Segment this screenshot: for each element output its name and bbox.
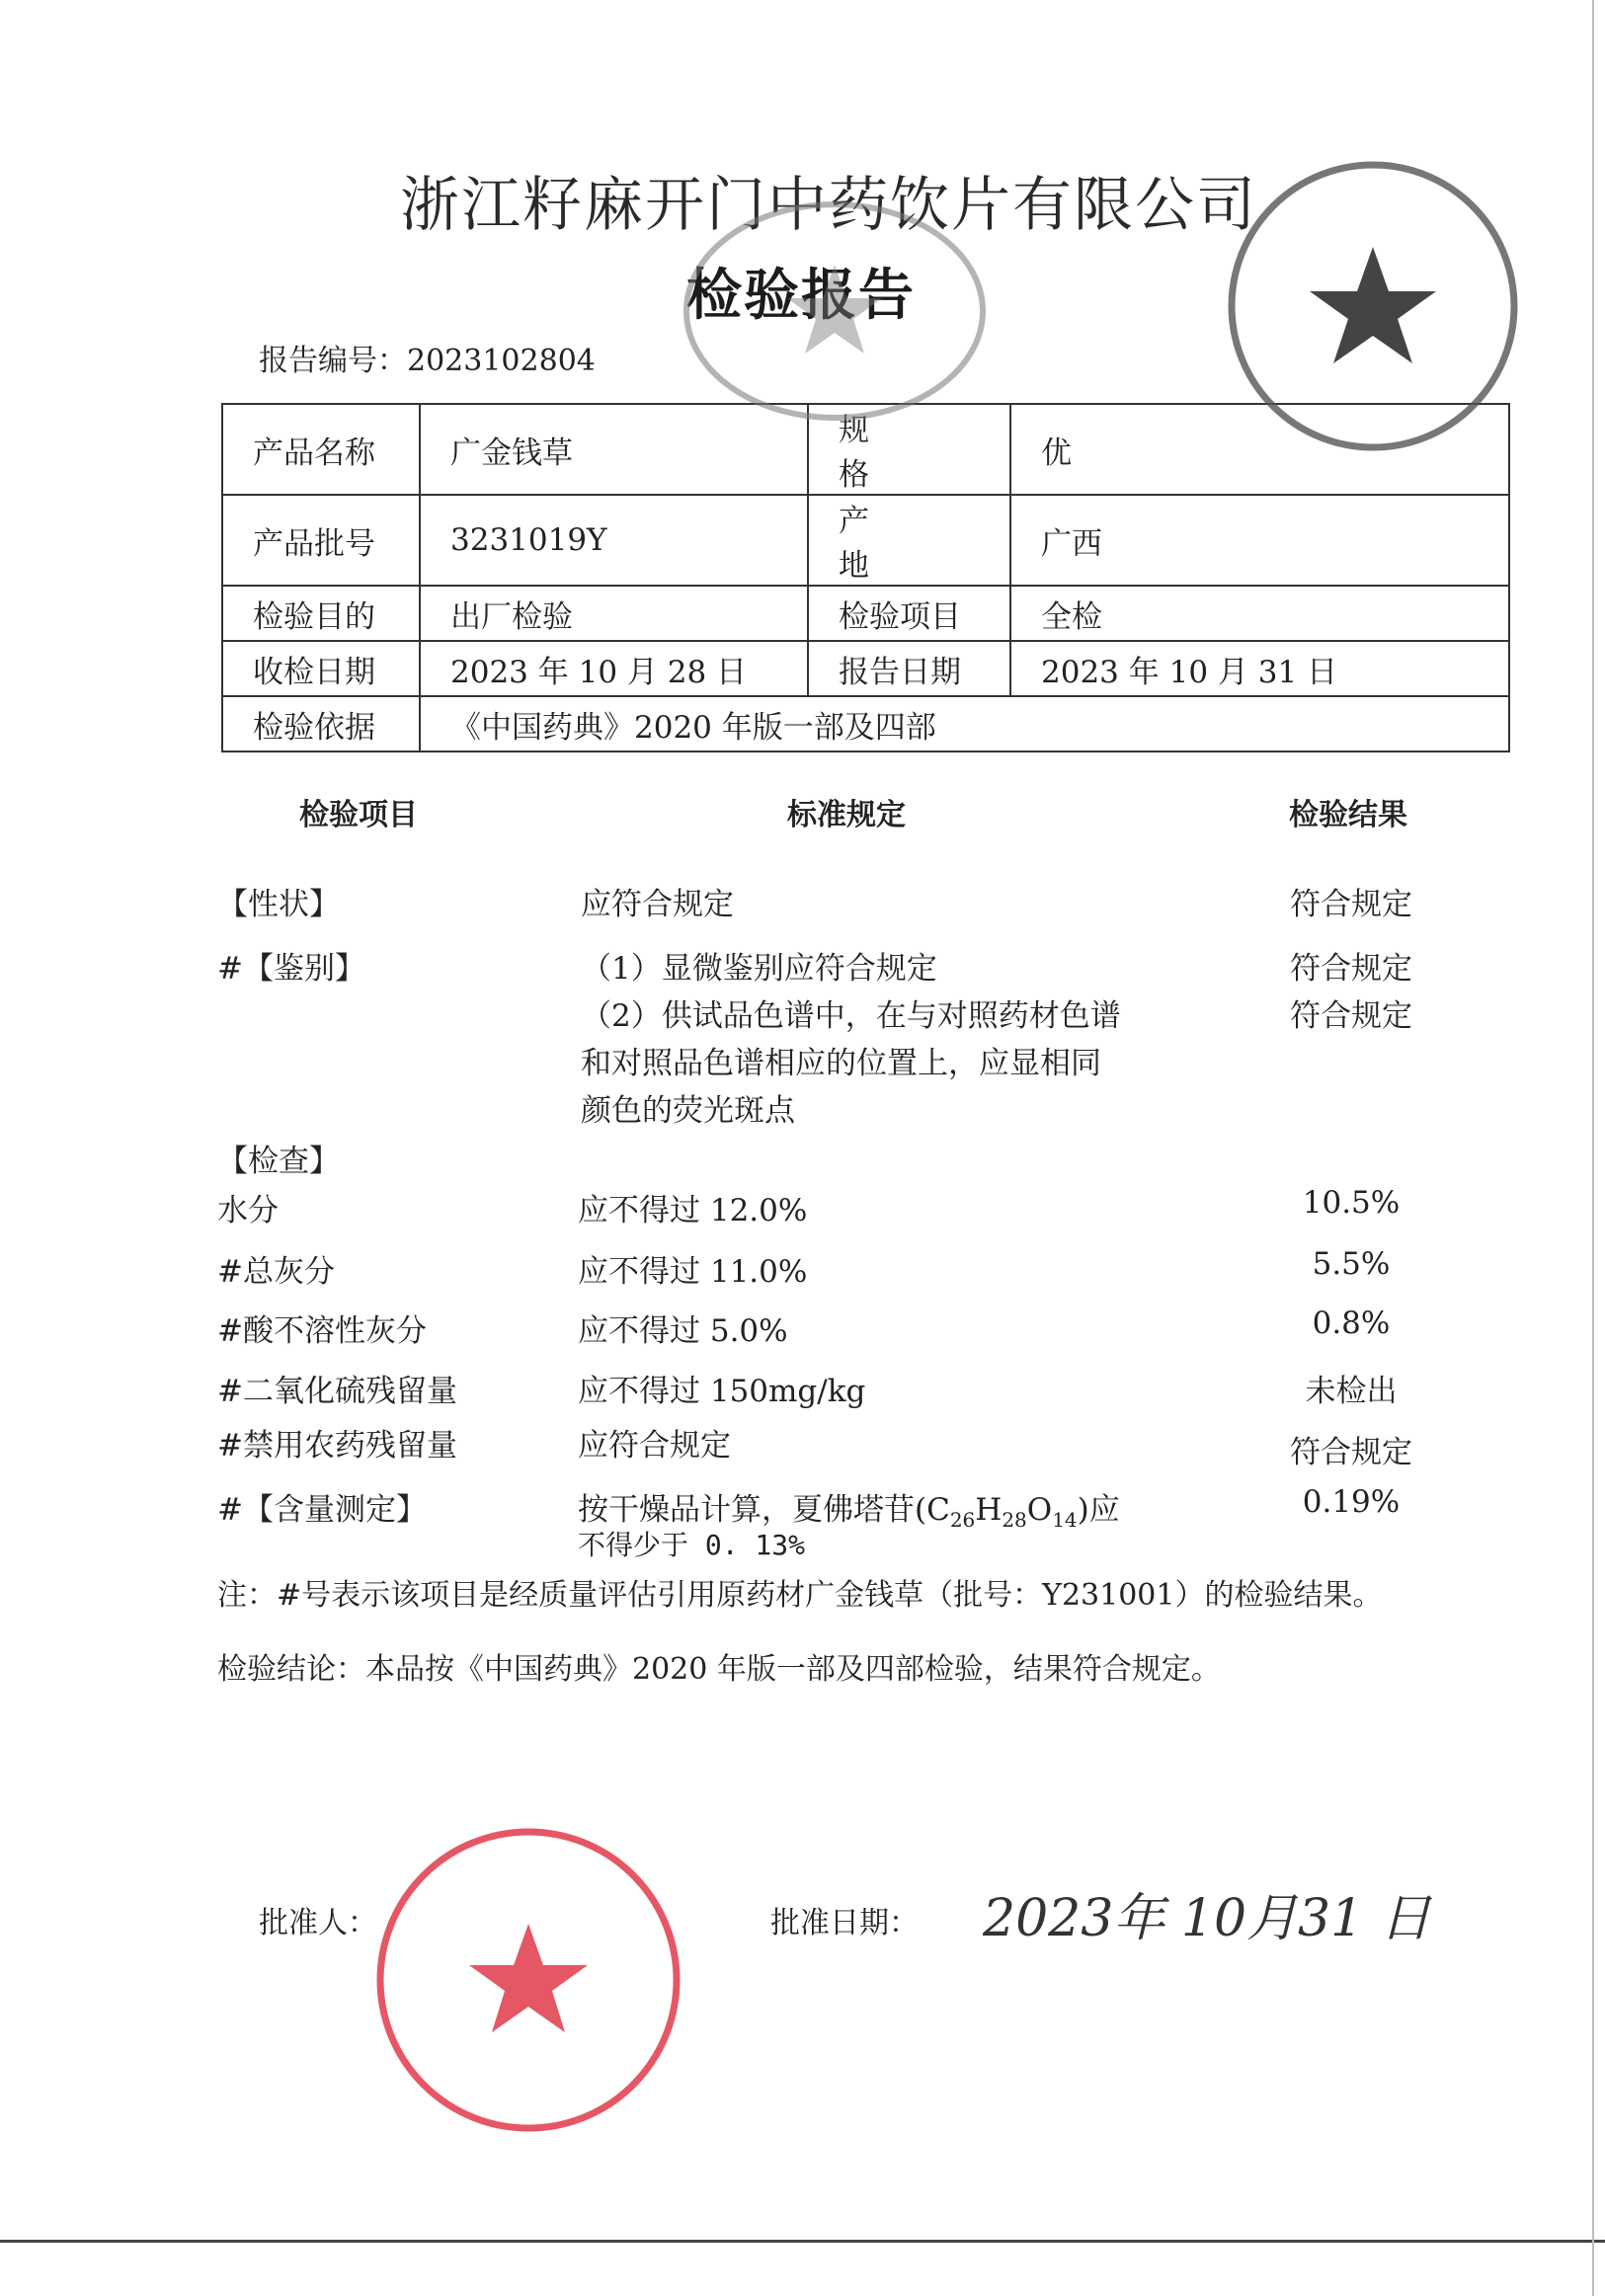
report-number: 报告编号：2023102804: [259, 344, 596, 378]
row-shuifen-result: 10.5%: [1302, 1185, 1401, 1221]
report-date-value: 2023 年 10 月 31 日: [1010, 641, 1509, 696]
quality-management-stamp-red: [365, 1817, 691, 2143]
row-so2-item: #二氧化硫残留量: [217, 1374, 457, 1409]
star-icon: [787, 265, 882, 354]
batch-value: 3231019Y: [420, 495, 808, 586]
test-item-label: 检验项目: [808, 586, 1010, 641]
header-item: 检验项目: [299, 798, 418, 832]
row-jianbie-standard1: （1）显微鉴别应符合规定: [581, 951, 937, 987]
company-name: 浙江籽麻开门中药饮片有限公司: [400, 171, 1257, 240]
row-zonghuifen-standard: 应不得过 11.0%: [578, 1254, 808, 1290]
star-icon: [1310, 247, 1436, 363]
origin-value: 广西: [1010, 495, 1509, 586]
row-jianbie-result2: 符合规定: [1290, 998, 1412, 1034]
row-hanliang-standard-line2: 不得少于 0. 13%: [578, 1529, 806, 1561]
row-xingzhuang-result: 符合规定: [1290, 887, 1412, 922]
purpose-value: 出厂检验: [420, 586, 808, 641]
quality-stamp-gray: [672, 188, 998, 435]
row-zonghuifen-result: 5.5%: [1312, 1246, 1391, 1282]
test-item-value: 全检: [1010, 586, 1509, 641]
row-jianbie-standard2-line1: （2）供试品色谱中，在与对照药材色谱: [581, 998, 1121, 1034]
product-name-value: 广金钱草: [420, 404, 808, 495]
batch-label: 产品批号: [222, 495, 420, 586]
report-date-label: 报告日期: [808, 641, 1010, 696]
row-xingzhuang-standard: 应符合规定: [581, 887, 734, 922]
purpose-label: 检验目的: [222, 586, 420, 641]
table-row: [222, 641, 1509, 696]
row-jianbie-result1: 符合规定: [1290, 951, 1412, 987]
basis-value: 《中国药典》2020 年版一部及四部: [420, 696, 1509, 752]
row-jianbie-item: #【鉴别】: [217, 951, 365, 987]
basis-label: 检验依据: [222, 696, 420, 752]
row-zonghuifen-item: #总灰分: [217, 1254, 335, 1290]
page-right-edge: [1592, 0, 1594, 2296]
row-nongyao-item: #禁用农药残留量: [217, 1428, 457, 1464]
star-icon: [469, 1924, 588, 2032]
note-text: 注：#号表示该项目是经质量评估引用原药材广金钱草（批号：Y231001）的检验结果。: [217, 1578, 1383, 1613]
header-standard: 标准规定: [787, 798, 906, 832]
row-hanliang-standard: 按干燥品计算，夏佛塔苷$(C_{26}H_{28}O_{14})$应: [578, 1492, 1120, 1533]
spec-value: 优: [1010, 404, 1509, 495]
origin-label: 产地: [808, 495, 1010, 586]
spec-label: 规格: [808, 404, 1010, 495]
row-shuifen-standard: 应不得过 12.0%: [578, 1193, 808, 1228]
table-row: [222, 495, 1509, 586]
table-row: [222, 586, 1509, 641]
row-shuifen-item: 水分: [217, 1193, 279, 1228]
table-row: [222, 696, 1509, 752]
received-date-label: 收检日期: [222, 641, 420, 696]
row-suan-result: 0.8%: [1312, 1306, 1391, 1341]
row-hanliang-item: #【含量测定】: [217, 1492, 427, 1528]
row-hanliang-result: 0.19%: [1302, 1484, 1401, 1520]
row-jianbie-standard2-line2: 和对照品色谱相应的位置上，应显相同: [581, 1046, 1101, 1081]
row-nongyao-standard: 应符合规定: [578, 1428, 731, 1464]
row-xingzhuang-item: 【性状】: [217, 887, 340, 922]
report-title: 检验报告: [686, 263, 916, 328]
row-jiancha-item: 【检查】: [217, 1144, 340, 1179]
approve-date-handwritten: 2023年 10月31 日: [983, 1889, 1431, 1948]
row-jianbie-standard2-line3: 颜色的荧光斑点: [581, 1093, 795, 1129]
row-nongyao-result: 符合规定: [1290, 1435, 1412, 1470]
conclusion-text: 检验结论：本品按《中国药典》2020 年版一部及四部检验，结果符合规定。: [217, 1652, 1221, 1687]
row-suan-item: #酸不溶性灰分: [217, 1313, 427, 1349]
received-date-value: 2023 年 10 月 28 日: [420, 641, 808, 696]
approver-label: 批准人：: [259, 1906, 377, 1940]
product-name-label: 产品名称: [222, 404, 420, 495]
row-suan-standard: 应不得过 5.0%: [578, 1313, 788, 1349]
row-so2-standard: 应不得过 150mg/kg: [578, 1374, 866, 1409]
row-so2-result: 未检出: [1305, 1374, 1398, 1409]
approve-date-label: 批准日期：: [770, 1906, 919, 1940]
page-bottom-edge: [0, 2240, 1605, 2243]
company-stamp-gray: [1220, 148, 1526, 464]
header-result: 检验结果: [1289, 798, 1407, 832]
